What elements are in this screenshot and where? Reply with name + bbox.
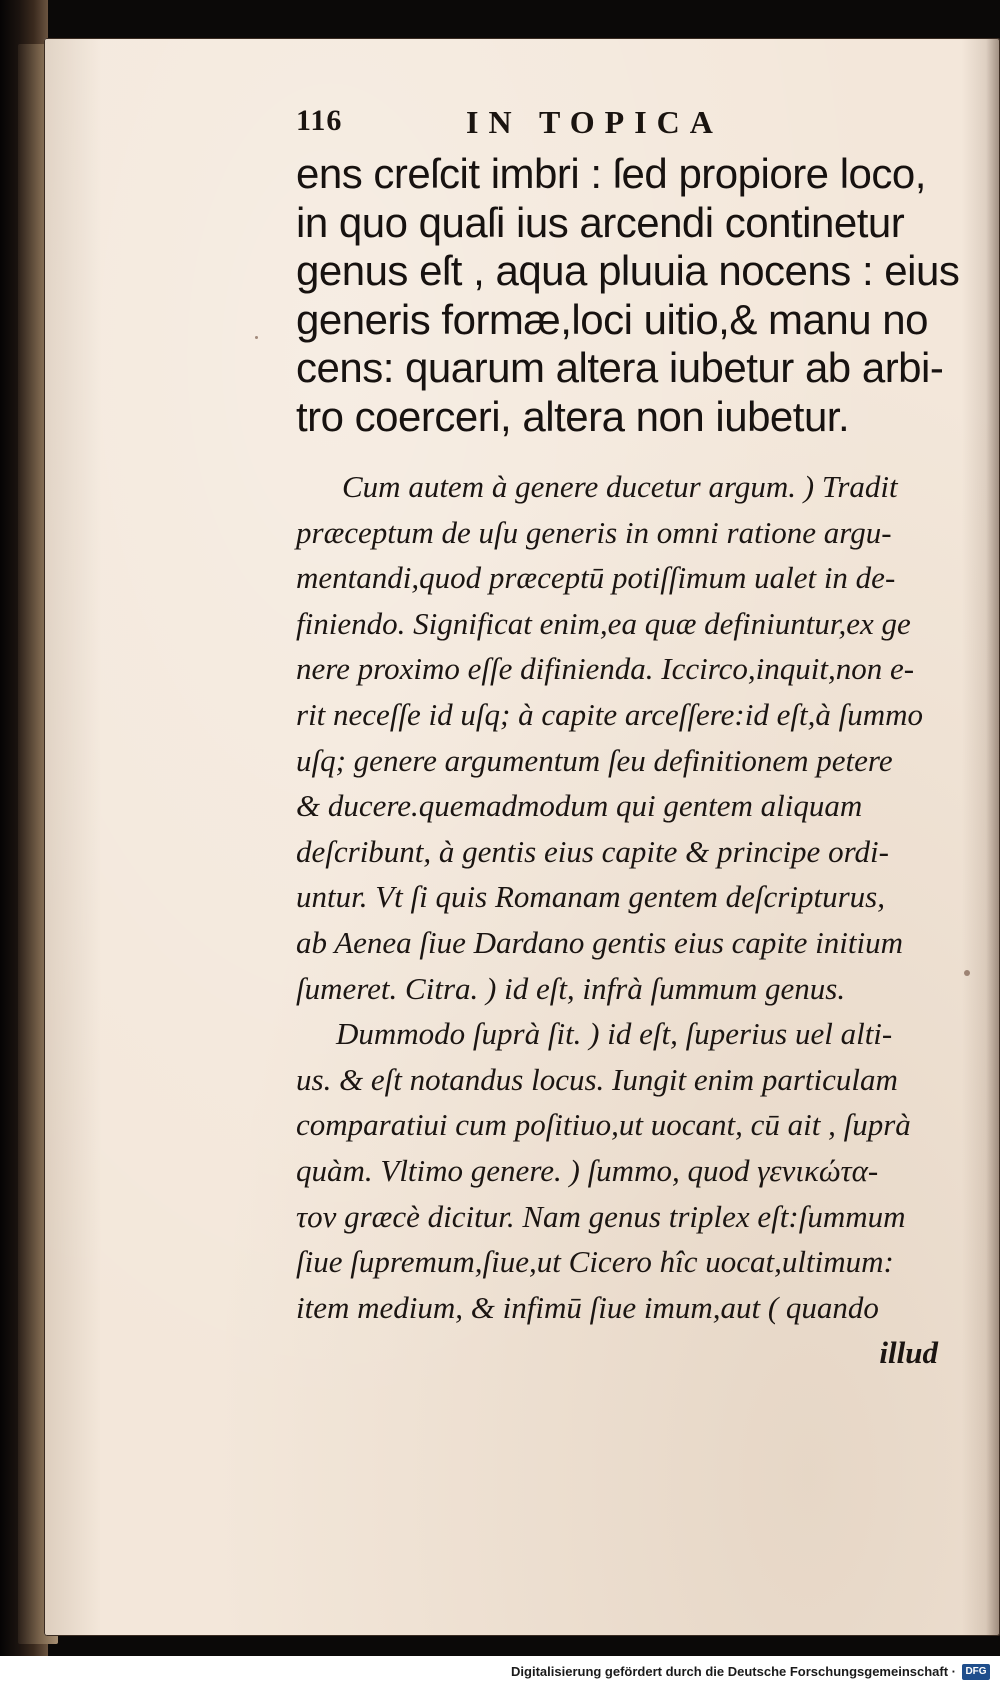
page-number: 116 [296,104,343,137]
commentary-line: ſiue ſupremum,ſiue,ut Cicero hîc uocat,ultimum: [296,1244,894,1280]
commentary-line: τον græcè dicitur. Nam genus triplex eſt:ſummum [296,1198,906,1234]
roman-line: tro coerceri, altera non iubetur. [296,392,850,440]
commentary-line: quàm. Vltimo genere. ) ſummo, quod γενικώτα- [296,1152,879,1188]
roman-text-block [296,150,960,441]
roman-line: ens creſcit imbri : ſed propiore loco, [296,150,926,197]
commentary-line: rit neceſſe id uſq; à capite arceſſere:id eſt,à ſummo [296,696,923,732]
commentary-line: uſq; genere argumentum ſeu definitionem petere [296,742,893,778]
commentary-line: nere proximo eſſe difinienda. Iccirco,inquit,non e- [296,651,915,687]
digitization-credit: Digitalisierung gefördert durch die Deutsche Forschungsgemeinschaft · [511,1664,956,1679]
commentary-line: mentandi,quod præceptū potiſſimum ualet in de- [296,560,896,596]
commentary-line: item medium, & infimū ſiue imum,aut ( quando [296,1289,879,1325]
page-header [296,104,784,148]
roman-line: generis formæ,loci uitio,& manu no [296,295,928,343]
commentary-text-block [296,464,946,1376]
commentary-line: comparatiui cum poſitiuo,ut uocant, cū ait , ſuprà [296,1107,911,1143]
commentary-line: deſcribunt, à gentis eius capite & principe ordi- [296,833,889,869]
roman-line: in quo quaſi ius arcendi continetur [296,198,905,246]
roman-line: cens: quarum altera iubetur ab arbi- [296,344,944,391]
running-head: IN TOPICA [466,104,723,140]
commentary-line: finiendo. Significat enim,ea quæ definiuntur,ex ge [296,605,911,641]
commentary-line: Cum autem à genere ducetur argum. ) Tradit [342,469,898,504]
catchword: illud [879,1335,938,1371]
ink-speck [255,336,258,339]
commentary-line: ab Aenea ſiue Dardano gentis eius capite initium [296,924,903,960]
commentary-line: Dummodo ſuprà ſit. ) id eſt, ſuperius uel alti- [336,1016,893,1052]
commentary-line: us. & eſt notandus locus. Iungit enim particulam [296,1061,898,1097]
ink-speck [964,970,970,976]
dfg-logo: DFG [962,1664,990,1680]
commentary-line: præceptum de uſu generis in omni ratione argu- [296,514,892,550]
footer-bar [0,1656,1000,1686]
commentary-line: ſumeret. Citra. ) id eſt, infrà ſummum genus. [296,970,846,1006]
commentary-line: & ducere.quemadmodum qui gentem aliquam [296,788,863,824]
commentary-line: untur. Vt ſi quis Romanam gentem deſcripturus, [296,879,885,915]
page-edge-shadow [986,38,1000,1636]
roman-line: genus eſt , aqua pluuia nocens : eius [296,247,960,294]
